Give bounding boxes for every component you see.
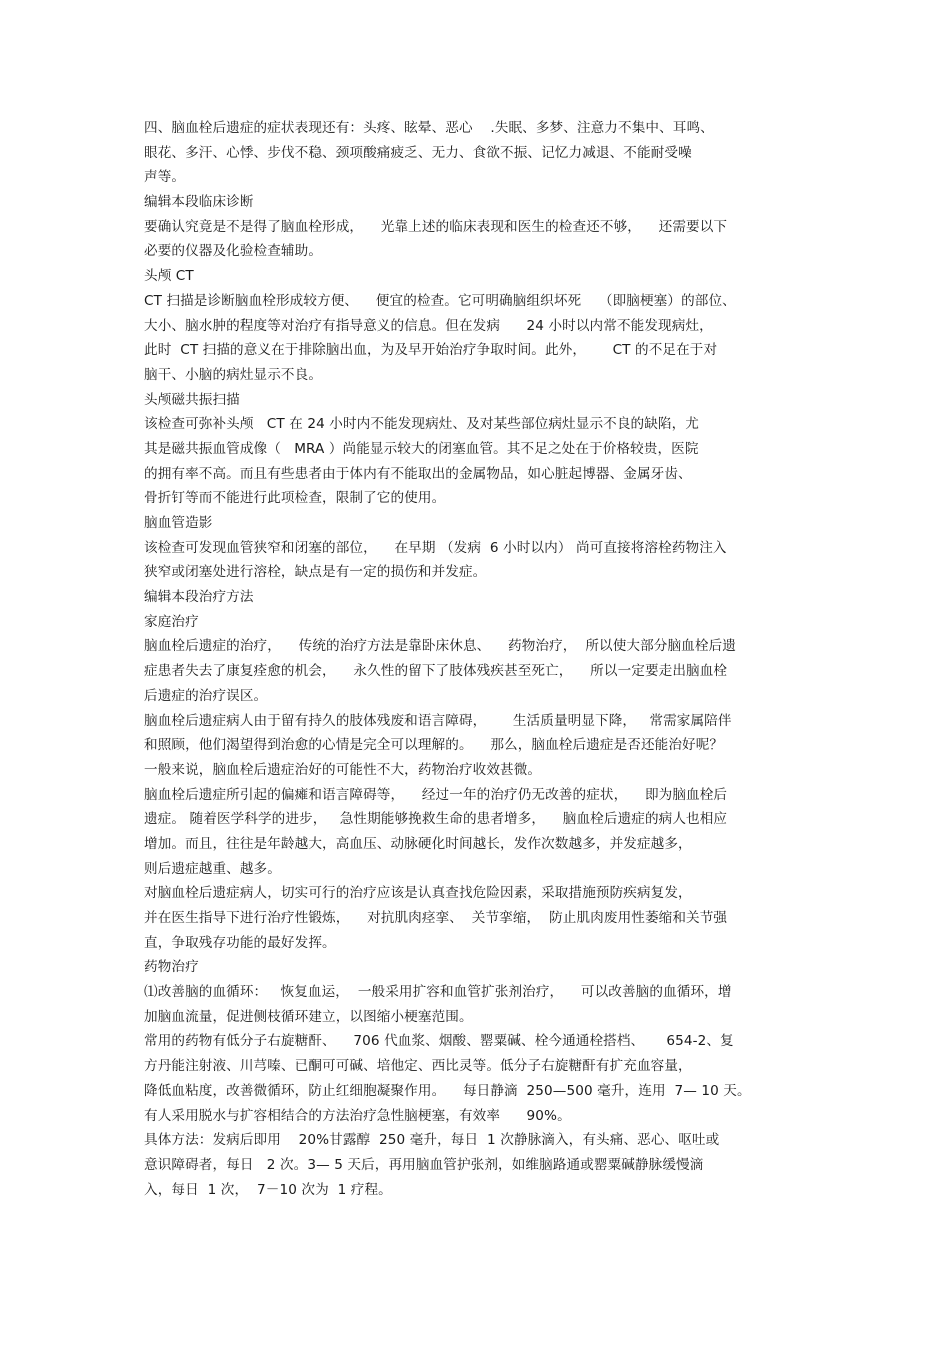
text-line: 该检查可弥补头颅 CT 在 24 小时内不能发现病灶、及对某些部位病灶显示不良的缺陷，尤	[144, 416, 699, 433]
text-line: 编辑本段临床诊断	[144, 194, 254, 211]
text-line: 眼花、多汗、心悸、步伐不稳、颈项酸痛疲乏、无力、食欲不振、记忆力减退、不能耐受噪	[144, 144, 692, 161]
text-line: 并在医生指导下进行治疗性锻炼， 对抗肌肉痉挛、 关节挛缩， 防止肌肉废用性萎缩和关节强	[144, 910, 728, 926]
text-line: 症患者失去了康复痊愈的机会， 永久性的留下了肢体残疾甚至死亡， 所以一定要走出脑血栓	[144, 663, 728, 680]
text-line: 则后遗症越重、越多。	[144, 860, 281, 877]
text-line: 狭窄或闭塞处进行溶栓，缺点是有一定的损伤和并发症。	[144, 564, 487, 581]
text-line: 其是磁共振血管成像（ MRA ）尚能显示较大的闭塞血管。其不足之处在于价格较贵，医院	[144, 440, 699, 457]
text-line: 具体方法：发病后即用 20%甘露醇 250 毫升，每日 1 次静脉滴入，有头痛、恶心、呕吐或	[144, 1132, 720, 1149]
text-line: 头颅 CT	[144, 268, 194, 285]
text-line: 编辑本段治疗方法	[144, 589, 254, 606]
text-line: 有人采用脱水与扩容相结合的方法治疗急性脑梗塞，有效率 90%。	[144, 1107, 571, 1124]
text-line: 的拥有率不高。而且有些患者由于体内有不能取出的金属物品，如心脏起博器、金属牙齿、	[144, 465, 692, 482]
text-line: 此时 CT 扫描的意义在于排除脑出血，为及早开始治疗争取时间。此外， CT 的不足在于对	[144, 342, 718, 359]
text-line: 头颅磁共振扫描	[144, 391, 240, 408]
text-line: 直，争取残存功能的最好发挥。	[144, 934, 336, 951]
text-line: CT 扫描是诊断脑血栓形成较方便、 便宜的检查。它可明确脑组织坏死 （即脑梗塞）的部位、	[144, 292, 736, 309]
text-line: 后遗症的治疗误区。	[144, 687, 268, 704]
text-line: 该检查可发现血管狭窄和闭塞的部位， 在早期 （发病 6 小时以内） 尚可直接将溶栓药物注入	[144, 539, 727, 556]
text-line: 对脑血栓后遗症病人，切实可行的治疗应该是认真查找危险因素，采取措施预防疾病复发，	[144, 885, 692, 902]
document-body	[144, 116, 814, 1202]
text-line: 常用的药物有低分子右旋糖酐、 706 代血浆、烟酸、罂粟碱、栓今通通栓搭档、 654-2、复	[144, 1033, 734, 1050]
text-line: 脑血栓后遗症病人由于留有持久的肢体残废和语言障碍， 生活质量明显下降， 常需家属陪伴	[144, 712, 732, 729]
text-line: 一般来说，脑血栓后遗症治好的可能性不大，药物治疗收效甚微。	[144, 761, 542, 778]
text-line: ⑴改善脑的血循环： 恢复血运， 一般采用扩容和血管扩张剂治疗， 可以改善脑的血循环，增	[144, 984, 732, 1001]
text-line: 加脑血流量，促进侧枝循环建立，以图缩小梗塞范围。	[144, 1008, 473, 1025]
text-line: 入，每日 1 次， 7－10 次为 1 疗程。	[144, 1181, 392, 1198]
text-line: 意识障碍者，每日 2 次。3— 5 天后，再用脑血管护张剂，如维脑路通或罂粟碱静脉缓慢滴	[144, 1156, 704, 1173]
text-line: 药物治疗	[144, 959, 199, 976]
text-line: 脑血栓后遗症所引起的偏瘫和语言障碍等， 经过一年的治疗仍无改善的症状， 即为脑血栓后	[144, 786, 728, 803]
text-line: 必要的仪器及化验检查辅助。	[144, 243, 323, 260]
text-line: 要确认究竟是不是得了脑血栓形成， 光靠上述的临床表现和医生的检查还不够， 还需要以下	[144, 218, 728, 235]
text-line: 脑血栓后遗症的治疗， 传统的治疗方法是靠卧床休息、 药物治疗， 所以使大部分脑血栓后遗	[144, 638, 736, 655]
text-line: 降低血粘度，改善微循环，防止红细胞凝聚作用。 每日静滴 250—500 毫升，连用 7— 10 天。	[144, 1082, 751, 1099]
text-line: 脑血管造影	[144, 515, 213, 531]
text-line: 大小、脑水肿的程度等对治疗有指导意义的信息。但在发病 24 小时以内常不能发现病灶，	[144, 317, 713, 334]
text-line: 增加。而且，往往是年龄越大，高血压、动脉硬化时间越长，发作次数越多，并发症越多，	[144, 835, 692, 852]
text-line: 方丹能注射液、川芎嗪、已酮可可碱、培他定、西比灵等。低分子右旋糖酐有扩充血容量，	[144, 1058, 692, 1075]
text-line: 和照顾，他们渴望得到治愈的心情是完全可以理解的。 那么，脑血栓后遗症是否还能治好呢？	[144, 737, 724, 754]
text-line: 家庭治疗	[144, 613, 199, 630]
text-line: 脑干、小脑的病灶显示不良。	[144, 366, 323, 383]
text-line: 声等。	[144, 169, 186, 186]
text-line: 骨折钉等而不能进行此项检查，限制了它的使用。	[144, 490, 446, 507]
text-line: 四、脑血栓后遗症的症状表现还有：头疼、眩晕、恶心 .失眠、多梦、注意力不集中、耳鸣、	[144, 120, 714, 136]
text-line: 遗症。 随着医学科学的进步， 急性期能够挽救生命的患者增多， 脑血栓后遗症的病人也相应	[144, 811, 728, 828]
